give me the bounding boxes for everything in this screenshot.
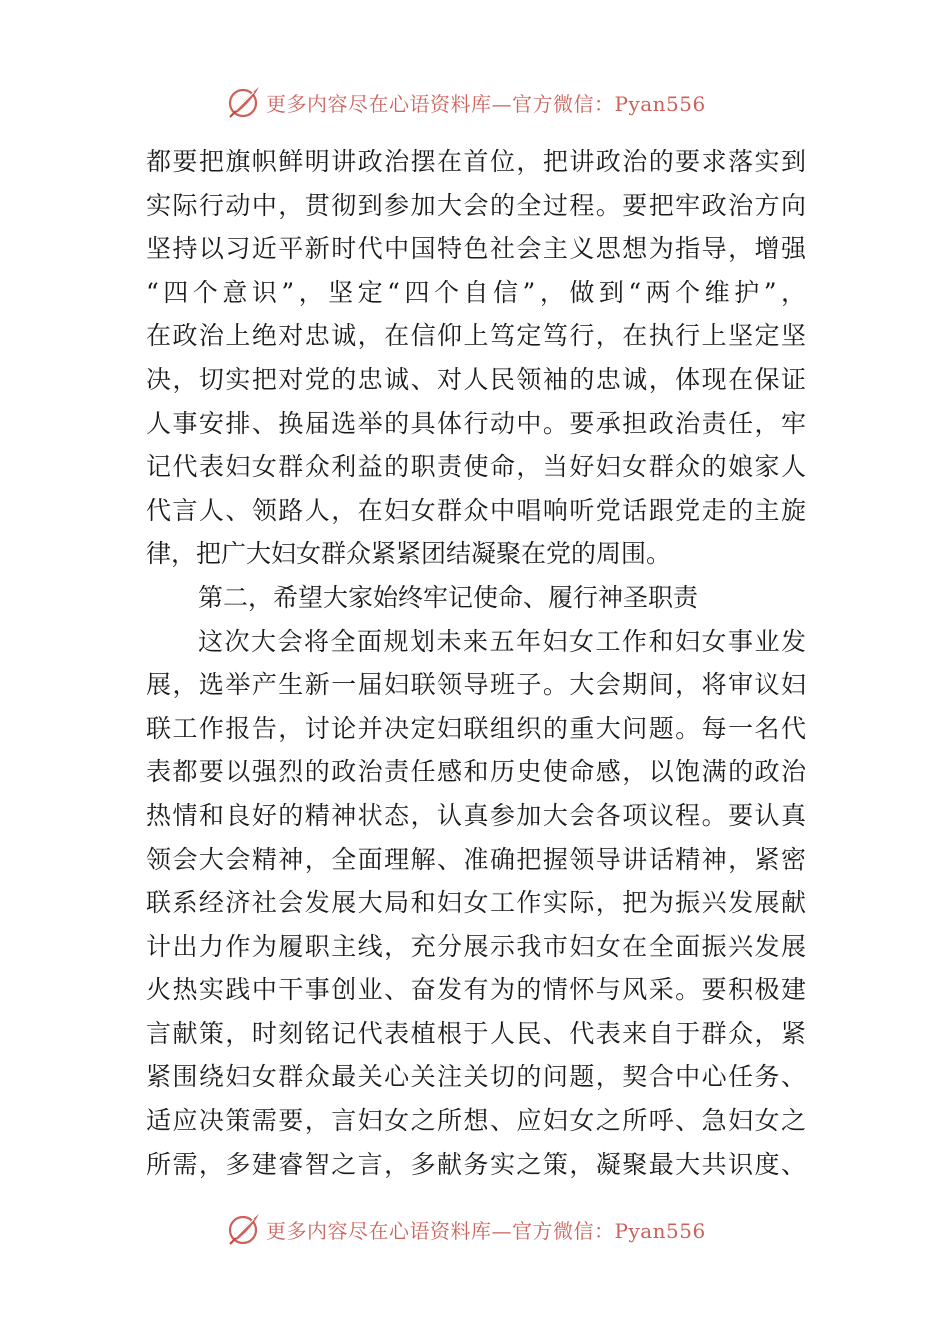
text-line: 人事安排、换届选举的具体行动中。要承担政治责任，牢 xyxy=(146,408,806,438)
text-line: “四个意识”，坚定“四个自信”，做到“两个维护”， xyxy=(146,277,806,307)
text-line: 联系经济社会发展大局和妇女工作实际，把为振兴发展献 xyxy=(146,888,806,918)
text-line: 记代表妇女群众利益的职责使命，当好妇女群众的娘家人 xyxy=(146,452,806,482)
watermark-text: 更多内容尽在心语资料库—官方微信：Pyan556 xyxy=(266,1218,706,1243)
text-line: 所需，多建睿智之言，多献务实之策，凝聚最大共识度、 xyxy=(146,1149,806,1179)
text-line: 在政治上绝对忠诚，在信仰上笃定笃行，在执行上坚定坚 xyxy=(146,321,806,351)
text-line: 坚持以习近平新时代中国特色社会主义思想为指导，增强 xyxy=(146,234,806,264)
text-line: 代言人、领路人，在妇女群众中唱响听党话跟党走的主旋 xyxy=(146,495,806,525)
text-line: 这次大会将全面规划未来五年妇女工作和妇女事业发 xyxy=(198,626,806,656)
quill-logo-icon xyxy=(226,84,262,120)
text-line: 表都要以强烈的政治责任感和历史使命感，以饱满的政治 xyxy=(146,757,806,787)
footer-watermark xyxy=(226,1209,726,1249)
body-text xyxy=(146,140,806,1186)
text-line: 紧围绕妇女群众最关心关注关切的问题，契合中心任务、 xyxy=(146,1062,806,1092)
header-watermark xyxy=(226,82,726,122)
section-heading: 第二，希望大家始终牢记使命、履行神圣职责 xyxy=(198,582,699,612)
text-line: 火热实践中干事创业、奋发有为的情怀与风采。要积极建 xyxy=(146,975,806,1005)
text-line: 律，把广大妇女群众紧紧团结凝聚在党的周围。 xyxy=(146,539,672,569)
watermark-text: 更多内容尽在心语资料库—官方微信：Pyan556 xyxy=(266,91,706,116)
quill-logo-icon xyxy=(226,1211,262,1247)
text-line: 热情和良好的精神状态，认真参加大会各项议程。要认真 xyxy=(146,800,806,830)
text-line: 适应决策需要，言妇女之所想、应妇女之所呼、急妇女之 xyxy=(146,1106,806,1136)
text-line: 展，选举产生新一届妇联领导班子。大会期间，将审议妇 xyxy=(146,670,806,700)
text-line: 领会大会精神，全面理解、准确把握领导讲话精神，紧密 xyxy=(146,844,806,874)
text-line: 实际行动中，贯彻到参加大会的全过程。要把牢政治方向 xyxy=(146,190,806,220)
text-line: 都要把旗帜鲜明讲政治摆在首位，把讲政治的要求落实到 xyxy=(146,147,806,176)
text-line: 言献策，时刻铭记代表植根于人民、代表来自于群众，紧 xyxy=(146,1018,806,1048)
text-line: 联工作报告，讨论并决定妇联组织的重大问题。每一名代 xyxy=(146,713,806,743)
text-line: 计出力作为履职主线，充分展示我市妇女在全面振兴发展 xyxy=(146,931,806,961)
text-line: 决，切实把对党的忠诚、对人民领袖的忠诚，体现在保证 xyxy=(146,364,806,394)
